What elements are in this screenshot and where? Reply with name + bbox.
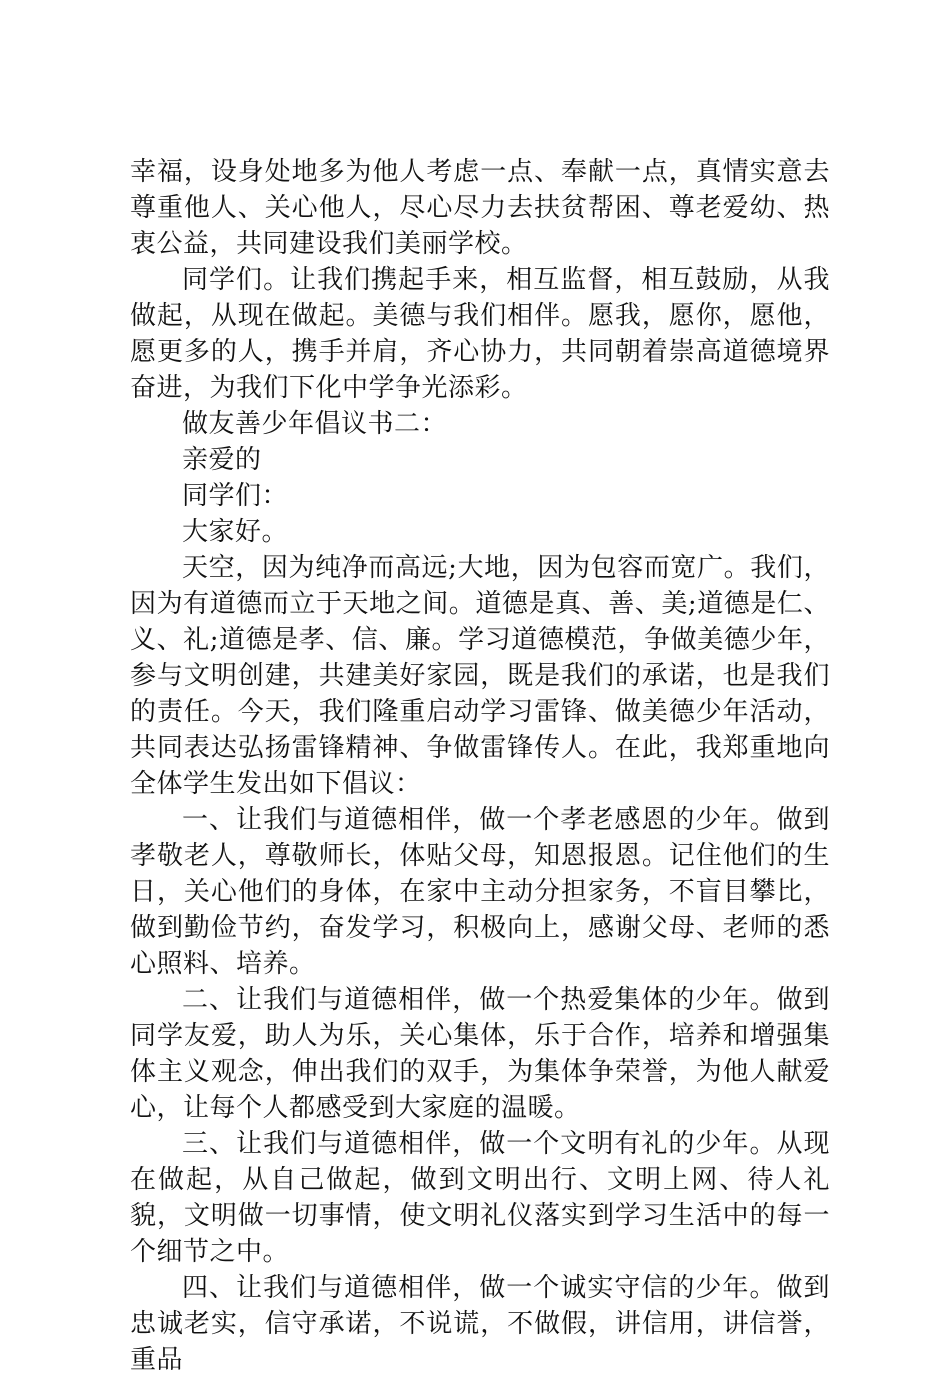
salutation-line: 亲爱的 — [182, 445, 262, 475]
greeting-line: 大家好。 — [182, 517, 289, 547]
salutation-line: 同学们： — [182, 481, 289, 511]
section-heading: 做友善少年倡议书二： — [182, 409, 448, 439]
paragraph: 天空，因为纯净而高远;大地，因为包容而宽广。我们，因为有道德而立于天地之间。道德是真、善、美;道德是仁、义、礼;道德是孝、信、廉。学习道德模范，争做美德少年，参与文明创建，共建美好家园，既是我们的承诺，也是我们的责任。今天，我们隆重启动学习雷锋、做美德少年活动，共同表达弘扬雷锋精神、争做雷锋传人。在此，我郑重地向全体学生发出如下倡议： — [130, 553, 830, 799]
paragraph: 二、让我们与道德相伴，做一个热爱集体的少年。做到同学友爱，助人为乐，关心集体，乐于合作，培养和增强集体主义观念，伸出我们的双手，为集体争荣誉，为他人献爱心，让每个人都感受到大家庭的温暖。 — [130, 985, 830, 1123]
paragraph: 三、让我们与道德相伴，做一个文明有礼的少年。从现在做起，从自己做起，做到文明出行、文明上网、待人礼貌，文明做一切事情，使文明礼仪落实到学习生活中的每一个细节之中。 — [130, 1129, 830, 1267]
paragraph: 四、让我们与道德相伴，做一个诚实守信的少年。做到忠诚老实，信守承诺，不说谎，不做假，讲信用，讲信誉，重品 — [130, 1273, 830, 1375]
document-body — [130, 154, 830, 1378]
paragraph: 一、让我们与道德相伴，做一个孝老感恩的少年。做到孝敬老人，尊敬师长，体贴父母，知恩报恩。记住他们的生日，关心他们的身体，在家中主动分担家务，不盲目攀比，做到勤俭节约，奋发学习，积极向上，感谢父母、老师的悉心照料、培养。 — [130, 805, 830, 979]
paragraph: 幸福，设身处地多为他人考虑一点、奉献一点，真情实意去尊重他人、关心他人，尽心尽力去扶贫帮困、尊老爱幼、热衷公益，共同建设我们美丽学校。 — [130, 157, 830, 259]
paragraph: 同学们。让我们携起手来，相互监督，相互鼓励，从我做起，从现在做起。美德与我们相伴。愿我，愿你，愿他，愿更多的人，携手并肩，齐心协力，共同朝着崇高道德境界奋进，为我们下化中学争光添彩。 — [130, 265, 830, 403]
